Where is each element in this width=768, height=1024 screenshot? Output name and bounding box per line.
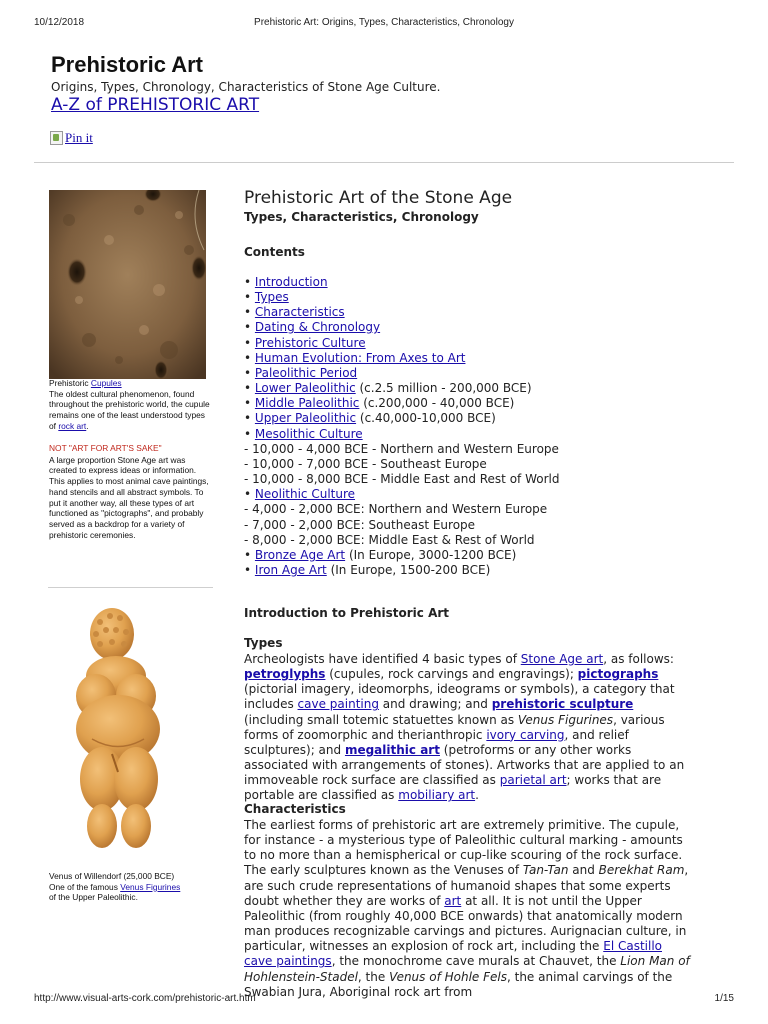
toc-link[interactable]: Bronze Age Art bbox=[254, 547, 346, 562]
az-prehistoric-art-link[interactable]: A-Z of PREHISTORIC ART bbox=[51, 95, 260, 115]
prehistoric-sculpture-link[interactable]: prehistoric sculpture bbox=[491, 697, 634, 712]
toc-subitem: - 4,000 - 2,000 BCE: Northern and Western Europe bbox=[244, 502, 548, 517]
toc-item: • Neolithic Culture bbox=[244, 487, 356, 502]
not-art-text: A large proportion Stone Age art was created to express ideas or information. This applies to most animal cave paintings, hand stencils and all abstract symbols. To put it another way, all these types of art functioned as "pictographs", and probably served as a backdrop for a variety of prehistoric ceremonies. bbox=[49, 454, 209, 540]
toc-item: • Mesolithic Culture bbox=[244, 426, 363, 441]
toc-item: • Middle Paleolithic (c.200,000 - 40,000 BCE) bbox=[244, 396, 515, 411]
article-title: Prehistoric Art of the Stone Age bbox=[244, 188, 513, 208]
rock-art-link[interactable]: rock art bbox=[58, 420, 87, 431]
print-url: http://www.visual-arts-cork.com/prehistoric-art.htm bbox=[34, 993, 256, 1004]
header-divider bbox=[34, 162, 734, 163]
megalithic-art-link[interactable]: megalithic art bbox=[344, 742, 440, 757]
venus-caption-end: of the Upper Paleolithic. bbox=[49, 892, 138, 903]
toc-link[interactable]: Human Evolution: From Axes to Art bbox=[254, 350, 466, 365]
toc-link[interactable]: Characteristics bbox=[254, 305, 345, 320]
toc-item: • Lower Paleolithic (c.2.5 million - 200,000 BCE) bbox=[244, 381, 532, 396]
toc-link[interactable]: Iron Age Art bbox=[254, 562, 327, 577]
parietal-art-link[interactable]: parietal art bbox=[499, 773, 567, 788]
toc-item: • Prehistoric Culture bbox=[244, 335, 366, 350]
cupules-link[interactable]: Cupules bbox=[90, 378, 122, 388]
venus-of-willendorf-image bbox=[52, 604, 202, 866]
toc-link[interactable]: Lower Paleolithic bbox=[254, 381, 356, 396]
site-title: Prehistoric Art bbox=[51, 52, 204, 77]
toc-subitem: - 10,000 - 7,000 BCE - Southeast Europe bbox=[244, 456, 487, 471]
toc-link[interactable]: Neolithic Culture bbox=[254, 487, 356, 502]
toc-item: • Bronze Age Art (In Europe, 3000-1200 BCE) bbox=[244, 547, 517, 562]
broken-image-icon bbox=[50, 131, 63, 145]
toc-item: • Introduction bbox=[244, 275, 328, 289]
print-page-title: Prehistoric Art: Origins, Types, Characteristics, Chronology bbox=[254, 17, 514, 28]
pictographs-link[interactable]: pictographs bbox=[577, 667, 659, 682]
venus-caption-prefix: One of the famous bbox=[49, 881, 121, 892]
intro-heading: Introduction to Prehistoric Art bbox=[244, 606, 450, 620]
petroglyphs-link[interactable]: petroglyphs bbox=[244, 667, 326, 682]
toc-link[interactable]: Prehistoric Culture bbox=[254, 335, 366, 350]
venus-caption-title: Venus of Willendorf (25,000 BCE) bbox=[49, 871, 175, 881]
characteristics-paragraph: The earliest forms of prehistoric art are extremely primitive. The cupule, for instance - a mysterious type of Paleolithic cultural marking - amounts to no more than a hemispherical or cup-like scouring of the rock surface. The early sculptures known as the Venuses of Tan-Tan and Berekhat Ram, are such crude representations of humanoid shapes that some experts doubt whether they are works of art at all. It is not until the Upper Paleolithic (from roughly 40,000 BCE onwards) that anatomically modern man produces recognizable carvings and pictures. Aurignacian culture, in particular, witnesses an explosion of rock art, including the El Castillo cave paintings, the monochrome cave murals at Chauvet, the Lion Man of Hohlenstein-Stadel, the Venus of Hohle Fels, the animal carvings of the Swabian Jura, Aboriginal rock art from bbox=[244, 818, 690, 999]
el-castillo-link[interactable]: El Castillo cave paintings bbox=[244, 939, 662, 969]
toc-item: • Characteristics bbox=[244, 305, 345, 320]
toc-subitem: - 7,000 - 2,000 BCE: Southeast Europe bbox=[244, 517, 476, 532]
toc-link[interactable]: Upper Paleolithic bbox=[254, 411, 357, 426]
toc-item: • Paleolithic Period bbox=[244, 365, 358, 380]
contents-heading: Contents bbox=[244, 245, 305, 259]
toc-link[interactable]: Mesolithic Culture bbox=[254, 426, 363, 441]
toc-item: • Iron Age Art (In Europe, 1500-200 BCE) bbox=[244, 562, 491, 577]
characteristics-heading: Characteristics bbox=[244, 802, 346, 816]
toc-subitem: - 8,000 - 2,000 BCE: Middle East & Rest of World bbox=[244, 532, 535, 547]
ivory-carving-link[interactable]: ivory carving bbox=[486, 727, 565, 742]
types-heading: Types bbox=[244, 636, 283, 650]
venus-caption bbox=[49, 871, 214, 903]
caption-prefix: Prehistoric bbox=[49, 378, 91, 388]
pin-it-button[interactable] bbox=[50, 130, 93, 146]
toc-link[interactable]: Types bbox=[254, 290, 289, 305]
not-art-heading: NOT "ART FOR ART'S SAKE" bbox=[49, 443, 162, 453]
print-date: 10/12/2018 bbox=[34, 17, 85, 28]
caption-end: . bbox=[86, 420, 89, 431]
toc-link[interactable]: Dating & Chronology bbox=[254, 320, 381, 335]
toc-link[interactable]: Paleolithic Period bbox=[254, 365, 358, 380]
art-link[interactable]: art bbox=[444, 893, 462, 908]
toc-subitem: - 10,000 - 8,000 BCE - Middle East and Rest of World bbox=[244, 472, 560, 487]
cave-painting-link[interactable]: cave painting bbox=[297, 697, 379, 712]
venus-figurines-link[interactable]: Venus Figurines bbox=[120, 881, 181, 892]
mobiliary-art-link[interactable]: mobiliary art bbox=[398, 788, 476, 803]
cupules-caption bbox=[49, 378, 214, 432]
toc-item: • Human Evolution: From Axes to Art bbox=[244, 350, 466, 365]
toc-item: • Upper Paleolithic (c.40,000-10,000 BCE) bbox=[244, 411, 496, 426]
cupules-description: The oldest cultural phenomenon, found throughout the prehistoric world, the cupule remains one of the least understood types of bbox=[49, 388, 210, 431]
toc-link[interactable]: Introduction bbox=[254, 275, 328, 289]
cupules-rock-image bbox=[49, 190, 206, 379]
print-page-number: 1/15 bbox=[714, 993, 734, 1004]
toc-subitem: - 10,000 - 4,000 BCE - Northern and Western Europe bbox=[244, 441, 559, 456]
article-subtitle: Types, Characteristics, Chronology bbox=[244, 210, 479, 224]
sidebar-divider bbox=[48, 587, 213, 588]
table-of-contents bbox=[244, 275, 559, 578]
not-art-note bbox=[49, 443, 214, 540]
pin-it-label: Pin it bbox=[65, 130, 93, 145]
types-paragraph: Archeologists have identified 4 basic types of Stone Age art, as follows: petroglyphs (cupules, rock carvings and engravings); pictographs (pictorial imagery, ideomorphs, ideograms or symbols), a category that includes cave painting and drawing; and prehistoric sculpture (including small totemic statuettes known as Venus Figurines, various forms of zoomorphic and therianthropic ivory carving, and relief sculptures); and megalithic art (petroforms or any other works associated with arrangements of stones). Artworks that are applied to an immoveable rock surface are classified as parietal art; works that are portable are classified as mobiliary art. bbox=[244, 652, 685, 803]
stone-age-art-link[interactable]: Stone Age art bbox=[520, 652, 604, 666]
toc-item: • Types bbox=[244, 290, 289, 305]
site-subtitle: Origins, Types, Chronology, Characteristics of Stone Age Culture. bbox=[51, 80, 441, 94]
toc-item: • Dating & Chronology bbox=[244, 320, 381, 335]
toc-link[interactable]: Middle Paleolithic bbox=[254, 396, 360, 411]
